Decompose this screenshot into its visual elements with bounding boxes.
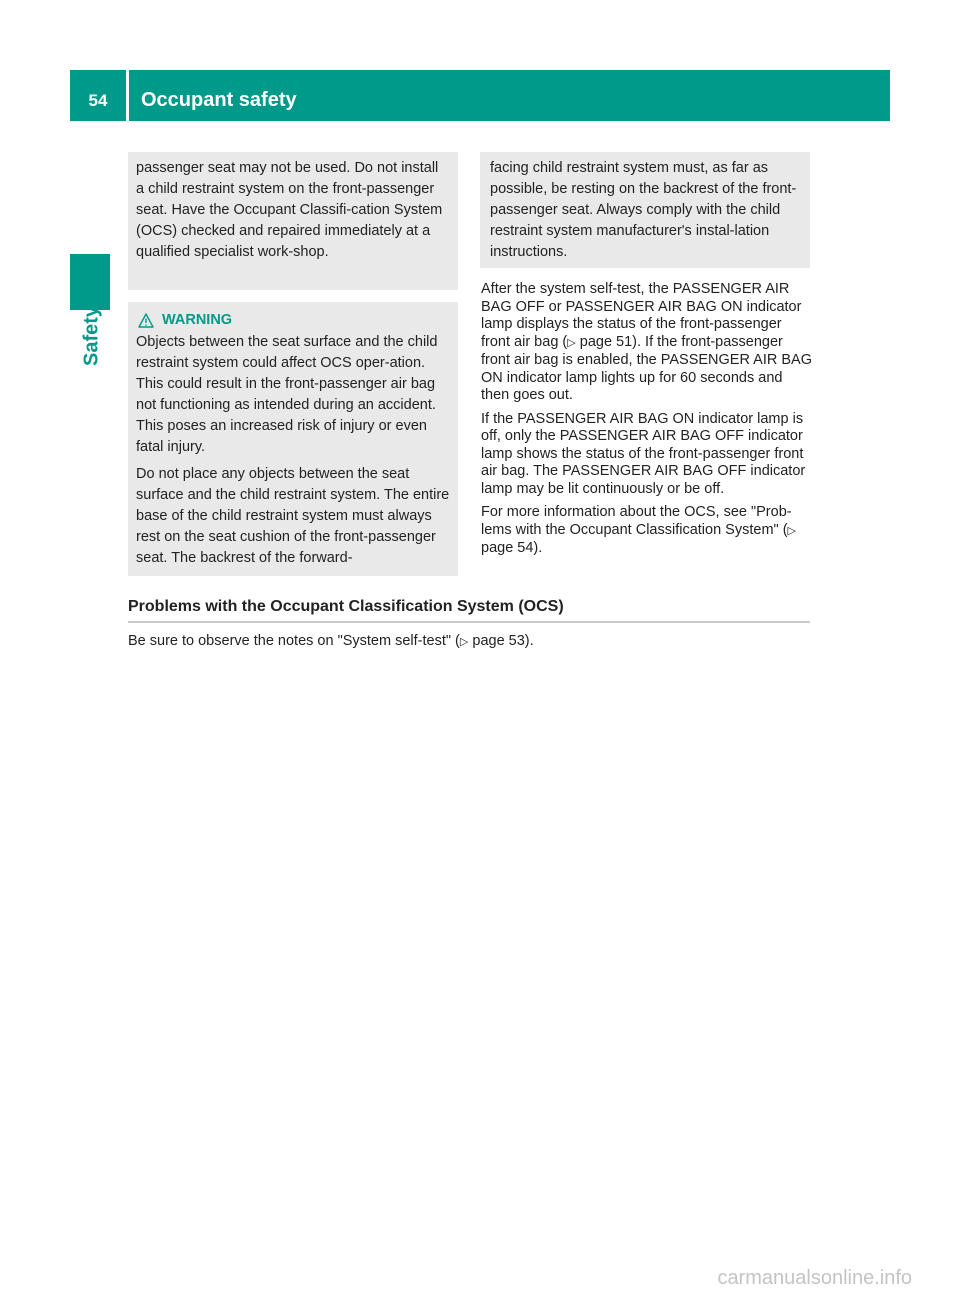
warning-paragraph-1: Objects between the seat surface and the child restraint system could affect OCS oper-ation. This could result in the front-passenger air bag not functioning as intended during an accident. This poses an increased risk of injury or even fatal injury. <box>136 334 438 455</box>
continued-warning-box <box>480 152 810 268</box>
indicator-paragraph: If the PASSENGER AIR BAG ON indicator lamp is off, only the PASSENGER AIR BAG OFF indicator lamp shows the status of the front-passenger front air bag. The PASSENGER AIR BAG OFF indicator lamp may be lit continuously or be off. <box>481 410 806 497</box>
more-info-paragraph <box>481 504 812 558</box>
header-bar <box>70 70 890 121</box>
box3-text: facing child restraint system must, as far as possible, be resting on the backrest of the front-passenger seat. Always comply with the child restraint system manufacturer's instal-lation instructions. <box>490 160 797 260</box>
problems-heading: Problems with the Occupant Classification System (OCS) <box>128 598 810 623</box>
header-divider <box>126 70 129 121</box>
page-ref-53[interactable]: page 53 <box>472 633 525 649</box>
page-ref-51[interactable]: page 51 <box>579 333 633 350</box>
page-ref-icon: ▷ <box>459 636 469 648</box>
status-text-a: After the system self-test, the PASSENGER AIR BAG OFF or PASSENGER AIR BAG ON indicator lamp displays the status of the front-passenger front air bag ( <box>481 281 802 350</box>
warning-box <box>128 302 458 576</box>
status-paragraph <box>481 281 812 405</box>
status-text-b: ). If the front-passenger front air bag is enabled, the PASSENGER AIR BAG ON indicator lamp lights up for 60 seconds and then goes out. <box>481 333 812 403</box>
more-info-text-a: For more information about the OCS, see "Prob-lems with the Occupant Classification System" ( <box>481 504 792 538</box>
problems-text-b: ). <box>524 633 534 649</box>
warning-triangle-icon <box>138 313 154 328</box>
page-ref-icon: ▷ <box>787 524 797 537</box>
side-label-text: Safety <box>80 305 103 367</box>
problems-text-a: Be sure to observe the notes on "System self-test" ( <box>128 633 460 649</box>
more-info-text-b: ). <box>533 540 543 556</box>
watermark: carmanualsonline.info <box>717 1267 912 1289</box>
continued-notice-box <box>128 152 458 290</box>
warning-paragraph-2: Do not place any objects between the seat surface and the child restraint system. The entire base of the child restraint system must always rest on the seat cushion of the front-passenger seat. The backrest of the forward- <box>136 466 450 566</box>
page-ref-54[interactable]: page 54 <box>481 540 534 556</box>
box1-text: passenger seat may not be used. Do not install a child restraint system on the front-passenger seat. Have the Occupant Classifi-cation System (OCS) checked and repaired immediately at a qualified specialist work-shop. <box>136 160 443 260</box>
page-number: 54 <box>88 91 108 110</box>
problems-text <box>128 632 810 651</box>
section-title: Occupant safety <box>141 89 297 111</box>
page-ref-icon: ▷ <box>567 336 576 349</box>
side-label <box>80 300 104 372</box>
warning-heading <box>136 308 450 332</box>
warning-title: WARNING <box>162 312 233 328</box>
right-column-text <box>481 281 812 564</box>
